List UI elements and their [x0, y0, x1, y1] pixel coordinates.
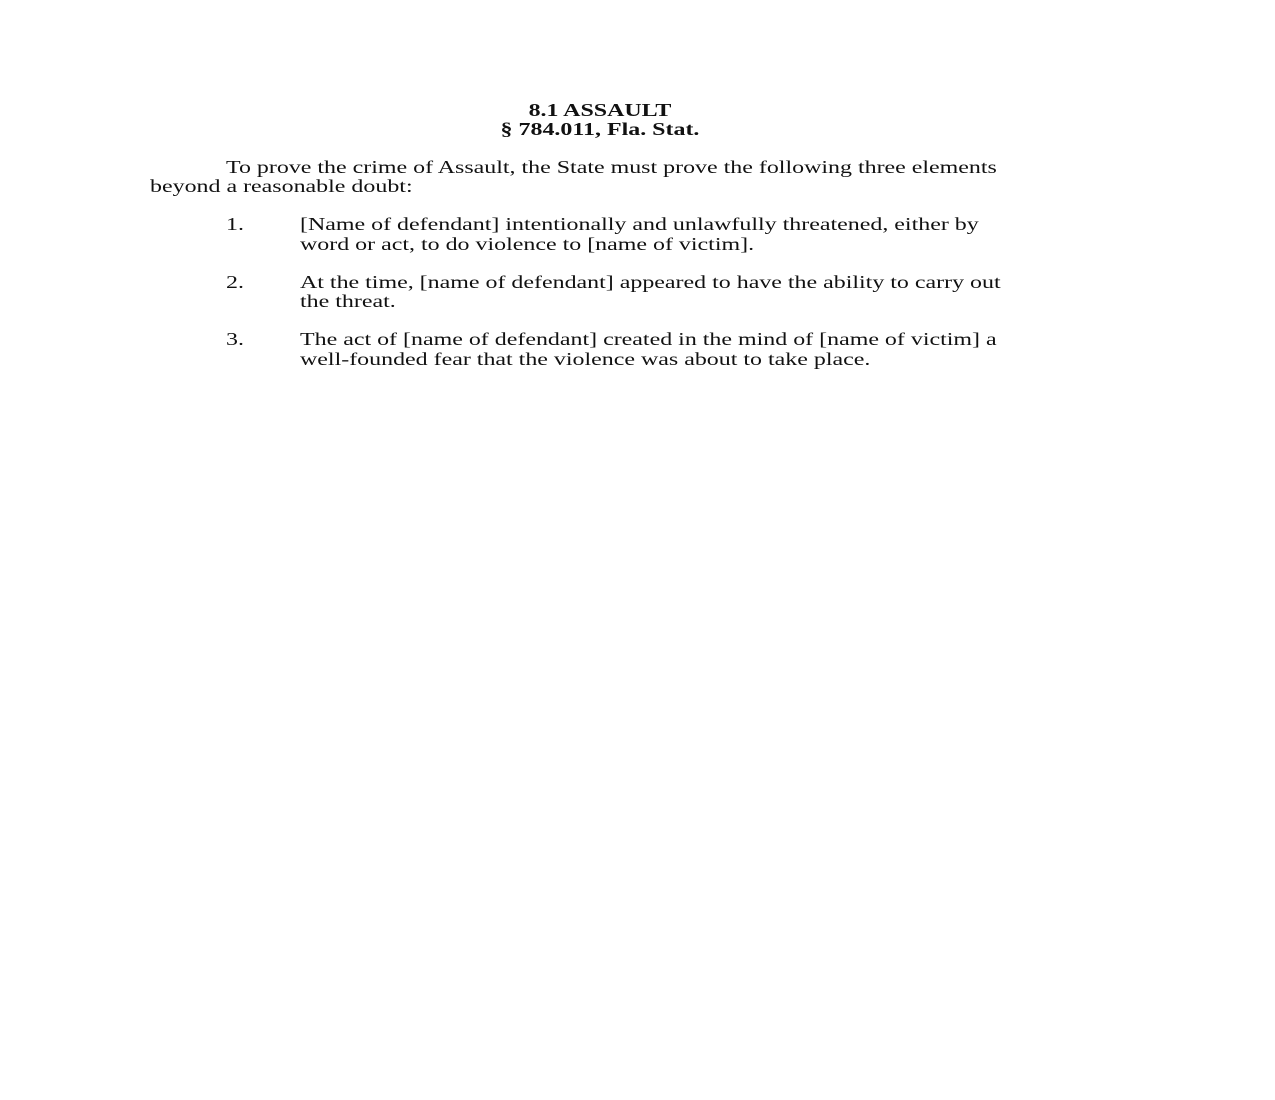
page-title: 8.1 ASSAULT: [528, 100, 672, 120]
element-number: 1.: [226, 214, 244, 234]
statute-reference: § 784.011, Fla. Stat.: [500, 119, 700, 139]
element-number: 3.: [226, 329, 244, 349]
intro-line-1: To prove the crime of Assault, the State must prove the following three elements: [226, 157, 997, 177]
element-text: well-founded fear that the violence was about to take place.: [300, 349, 871, 369]
element-text: the threat.: [300, 291, 396, 311]
element-text: word or act, to do violence to [name of victim].: [300, 234, 755, 254]
intro-line-2: beyond a reasonable doubt:: [150, 176, 413, 196]
element-text: [Name of defendant] intentionally and unlawfully threatened, either by: [300, 214, 979, 234]
element-number: 2.: [226, 272, 244, 292]
element-text: At the time, [name of defendant] appeared to have the ability to carry out: [300, 272, 1001, 292]
element-text: The act of [name of defendant] created in the mind of [name of victim] a: [300, 329, 997, 349]
